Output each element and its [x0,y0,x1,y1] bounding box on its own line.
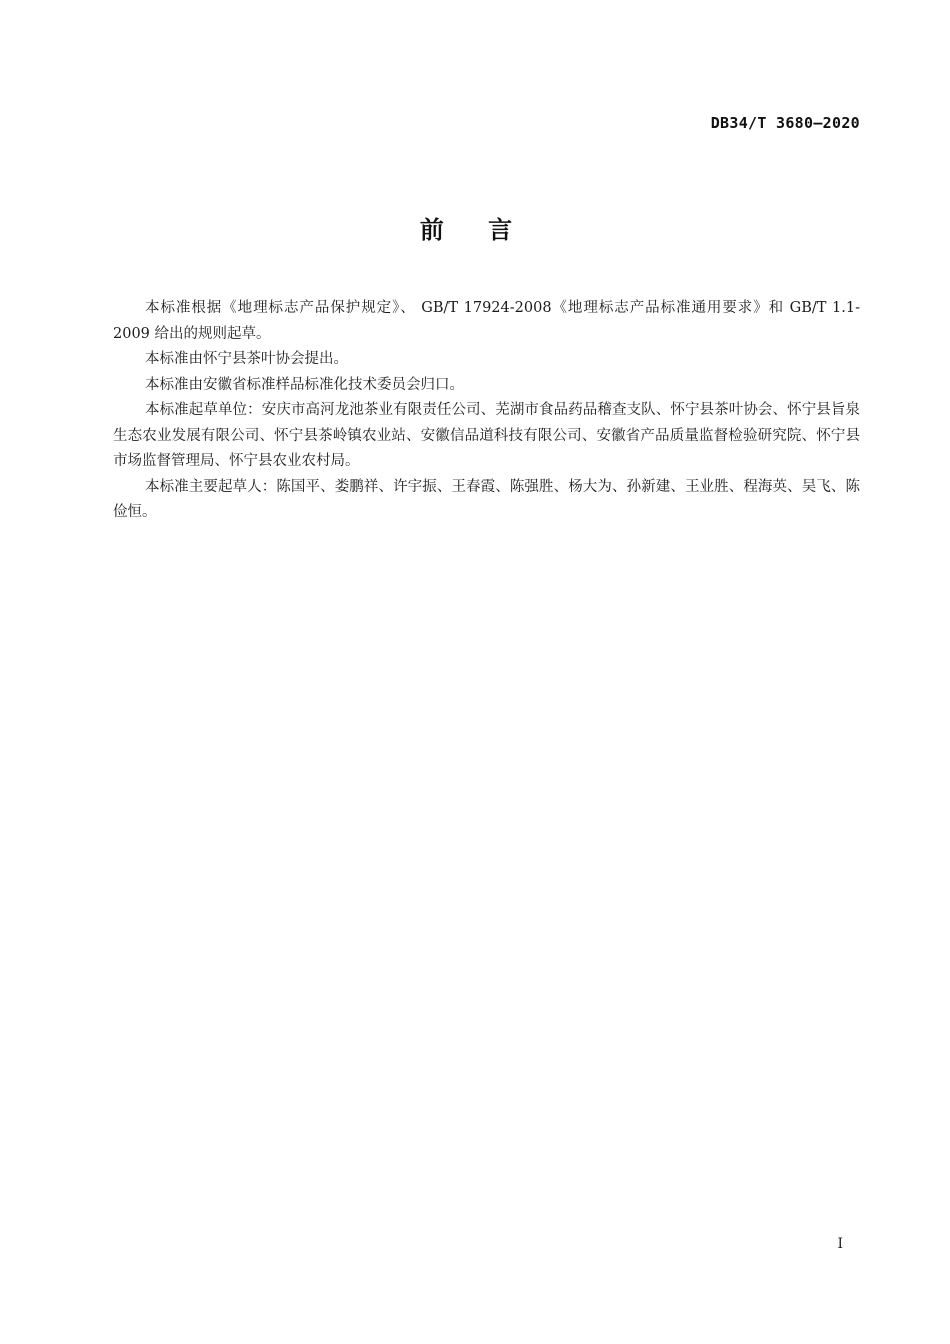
paragraph-proposer: 本标准由怀宁县茶叶协会提出。 [145,351,348,367]
paragraph-drafters: 本标准主要起草人：陈国平、娄鹏祥、许宇振、王春霞、陈强胜、杨大为、孙新建、王业胜、程海英、吴飞、陈俭恒。 [113,478,860,520]
page-title: 前 言 [419,216,531,244]
paragraph-drafting-units: 本标准起草单位：安庆市高河龙池茶业有限责任公司、芜湖市食品药品稽查支队、怀宁县茶叶协会、怀宁县旨泉生态农业发展有限公司、怀宁县茶岭镇农业站、安徽信品道科技有限公司、安徽省产品质量监督检验研究院、怀宁县市场监督管理局、怀宁县农业农村局。 [113,402,860,469]
document-body [113,296,860,526]
paragraph-administrator: 本标准由安徽省标准样品标准化技术委员会归口。 [145,376,464,393]
standard-code: DB34/T 3680—2020 [710,114,860,132]
page-number: I [837,1236,843,1252]
paragraph-drafting-basis: 本标准根据《地理标志产品保护规定》、 GB/T 17924-2008《地理标志产品标准通用要求》和 GB/T 1.1-2009 给出的规则起草。 [113,300,860,342]
